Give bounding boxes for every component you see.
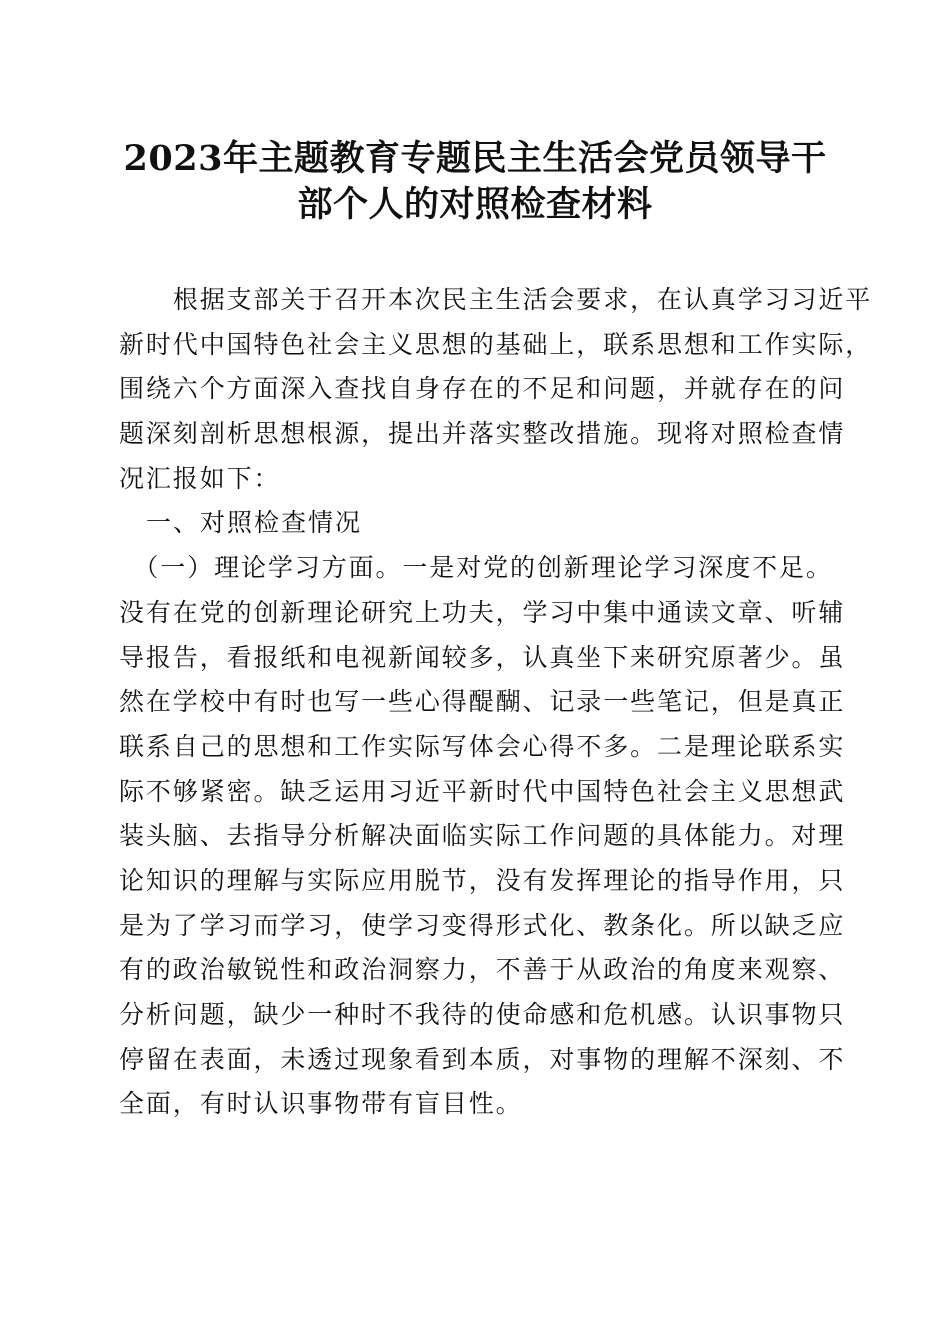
paragraph-1-line: 况汇报如下： (119, 463, 281, 493)
paragraph-2-first-line-text: 一是对党的创新理论学习深度不足。 (402, 553, 833, 583)
paragraph-1-line: 围绕六个方面深入查找自身存在的不足和问题，并就存在的问 (119, 374, 846, 404)
paragraph-2-line: 有的政治敏锐性和政治洞察力，不善于从政治的角度来观察、 (119, 955, 846, 985)
paragraph-2-line: 然在学校中有时也写一些心得醍醐、记录一些笔记，但是真正 (119, 687, 846, 717)
title-line-1: 2023年主题教育专题民主生活会党员领导干 (123, 138, 827, 179)
section-1-heading: 一、对照检查情况 (119, 508, 363, 538)
paragraph-2-line: 际不够紧密。缺乏运用习近平新时代中国特色社会主义思想武 (119, 776, 846, 806)
paragraph-2-line: 全面，有时认识事物带有盲目性。 (119, 1089, 523, 1119)
paragraph-2-line: 论知识的理解与实际应用脱节，没有发挥理论的指导作用，只 (119, 865, 846, 895)
paragraph-2-first-line (119, 546, 839, 591)
paragraph-2-line: 是为了学习而学习，使学习变得形式化、教条化。所以缺乏应 (119, 910, 846, 940)
paragraph-2-line: 没有在党的创新理论研究上功夫，学习中集中通读文章、听辅 (119, 597, 846, 627)
paragraph-2-line: 联系自己的思想和工作实际写体会心得不多。二是理论联系实 (119, 731, 846, 761)
title-line-2: 部个人的对照检查材料 (297, 184, 653, 225)
document-title (90, 136, 860, 228)
subsection-1-label: （一）理论学习方面。 (119, 553, 403, 583)
paragraph-1-line: 根据支部关于召开本次民主生活会要求，在认真学习习近平 (119, 285, 873, 314)
paragraph-1-line: 新时代中国特色社会主义思想的基础上，联系思想和工作实际， (119, 329, 873, 359)
paragraph-2-line: 分析问题，缺少一种时不我待的使命感和危机感。认识事物只 (119, 1000, 846, 1029)
document-body (119, 278, 873, 1127)
paragraph-1-line: 题深刻剖析思想根源，提出并落实整改措施。现将对照检查情 (119, 419, 846, 449)
paragraph-2-line: 停留在表面，未透过现象看到本质，对事物的理解不深刻、不 (119, 1044, 846, 1074)
paragraph-2-line: 导报告，看报纸和电视新闻较多，认真坐下来研究原著少。虽 (119, 642, 846, 672)
paragraph-2-line: 装头脑、去指导分析解决面临实际工作问题的具体能力。对理 (119, 821, 846, 851)
